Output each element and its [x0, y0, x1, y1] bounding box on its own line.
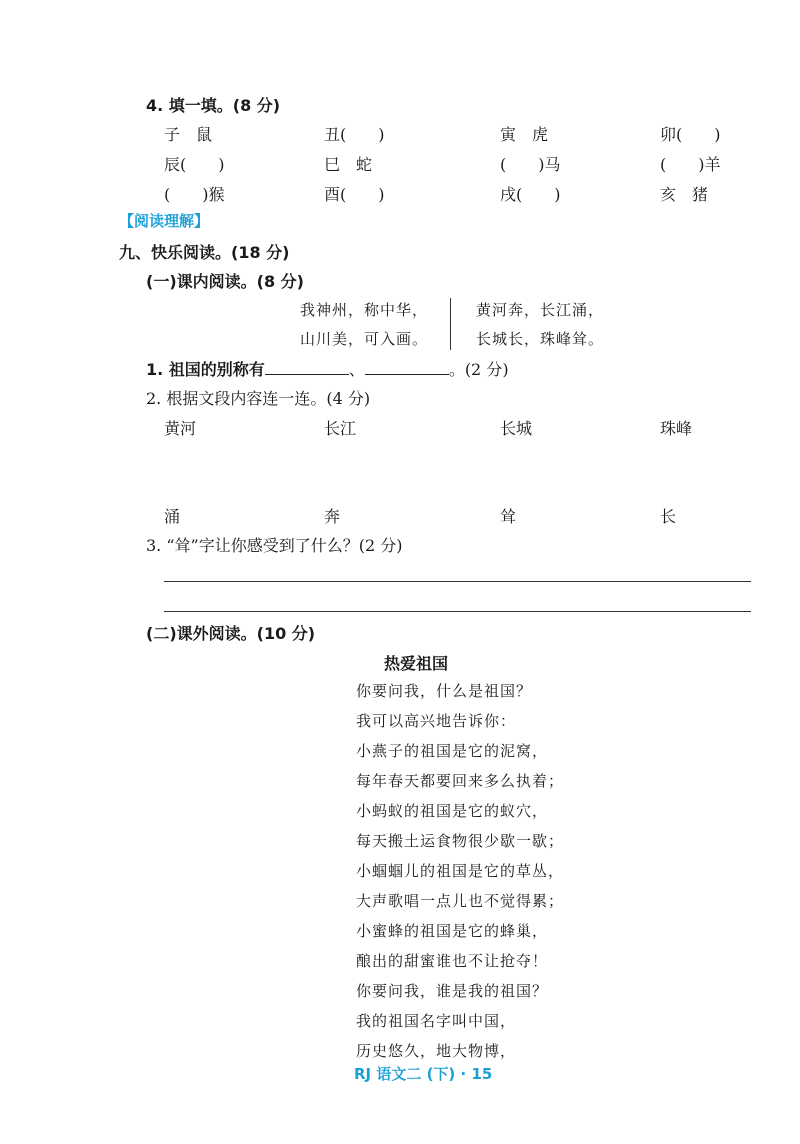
poem-line: 每天搬土运食物很少歇一歇；	[356, 832, 565, 850]
q3-title: 3. “耸”字让你感受到了什么？(2 分)	[146, 536, 403, 555]
passage-divider	[450, 298, 451, 350]
poem-line: 小蝈蝈儿的祖国是它的草丛，	[356, 862, 565, 880]
q1-suffix: 。(2 分)	[448, 360, 509, 379]
part2-title: (二)课外阅读。(10 分)	[146, 624, 316, 643]
zodiac-cell: ( )羊	[660, 155, 721, 174]
zodiac-cell: 子 鼠	[164, 125, 213, 144]
q4-title: 4. 填一填。(8 分)	[146, 96, 281, 115]
passage-line: 长城长，珠峰耸。	[476, 330, 605, 348]
q1-answer-blank-2[interactable]	[365, 360, 449, 375]
poem-line: 酿出的甜蜜谁也不让抢夺！	[356, 952, 549, 970]
zodiac-cell: 卯( )	[660, 125, 721, 144]
poem-line: 我的祖国名字叫中国，	[356, 1012, 517, 1030]
zodiac-cell: ( )猴	[164, 185, 225, 204]
poem-line: 我可以高兴地告诉你：	[356, 712, 517, 730]
page-footer: RJ 语文二 (下) · 15	[354, 1065, 493, 1083]
section9-title: 九、快乐阅读。(18 分)	[119, 243, 290, 262]
poem-line: 小燕子的祖国是它的泥窝，	[356, 742, 549, 760]
section-tag-reading: 【阅读理解】	[119, 212, 210, 230]
match-top-item[interactable]: 黄河	[164, 419, 197, 438]
match-bottom-item[interactable]: 涌	[164, 507, 181, 526]
poem-line: 你要问我，什么是祖国？	[356, 682, 533, 700]
zodiac-cell: 酉( )	[324, 185, 385, 204]
q2-title: 2. 根据文段内容连一连。(4 分)	[146, 389, 371, 408]
zodiac-cell: ( )马	[500, 155, 561, 174]
poem-line: 每年春天都要回来多么执着；	[356, 772, 565, 790]
poem-line: 你要问我，谁是我的祖国？	[356, 982, 549, 1000]
zodiac-cell: 巳 蛇	[324, 155, 373, 174]
q1-separator: 、	[348, 360, 365, 379]
q1-prefix: 1. 祖国的别称有	[146, 360, 265, 379]
match-top-item[interactable]: 珠峰	[660, 419, 693, 438]
match-top-item[interactable]: 长城	[500, 419, 533, 438]
match-top-item[interactable]: 长江	[324, 419, 357, 438]
passage-line: 黄河奔，长江涌，	[476, 301, 605, 319]
zodiac-cell: 辰( )	[164, 155, 225, 174]
poem-line: 大声歌唱一点儿也不觉得累；	[356, 892, 565, 910]
q1-line	[146, 357, 509, 380]
match-bottom-item[interactable]: 奔	[324, 507, 341, 526]
zodiac-cell: 寅 虎	[500, 125, 549, 144]
poem-line: 小蜜蜂的祖国是它的蜂巢，	[356, 922, 549, 940]
part1-title: (一)课内阅读。(8 分)	[146, 272, 304, 291]
match-bottom-item[interactable]: 长	[660, 507, 677, 526]
q3-answer-line-2[interactable]	[164, 611, 751, 612]
poem-line: 历史悠久，地大物博，	[356, 1042, 517, 1060]
passage-line: 我神州，称中华，	[300, 301, 429, 319]
zodiac-cell: 丑( )	[324, 125, 385, 144]
poem-title: 热爱祖国	[384, 654, 449, 673]
zodiac-cell: 戌( )	[500, 185, 561, 204]
q3-answer-line-1[interactable]	[164, 581, 751, 582]
match-bottom-item[interactable]: 耸	[500, 507, 517, 526]
q1-answer-blank-1[interactable]	[265, 360, 349, 375]
passage-line: 山川美，可入画。	[300, 330, 429, 348]
zodiac-cell: 亥 猪	[660, 185, 709, 204]
poem-line: 小蚂蚁的祖国是它的蚁穴，	[356, 802, 549, 820]
